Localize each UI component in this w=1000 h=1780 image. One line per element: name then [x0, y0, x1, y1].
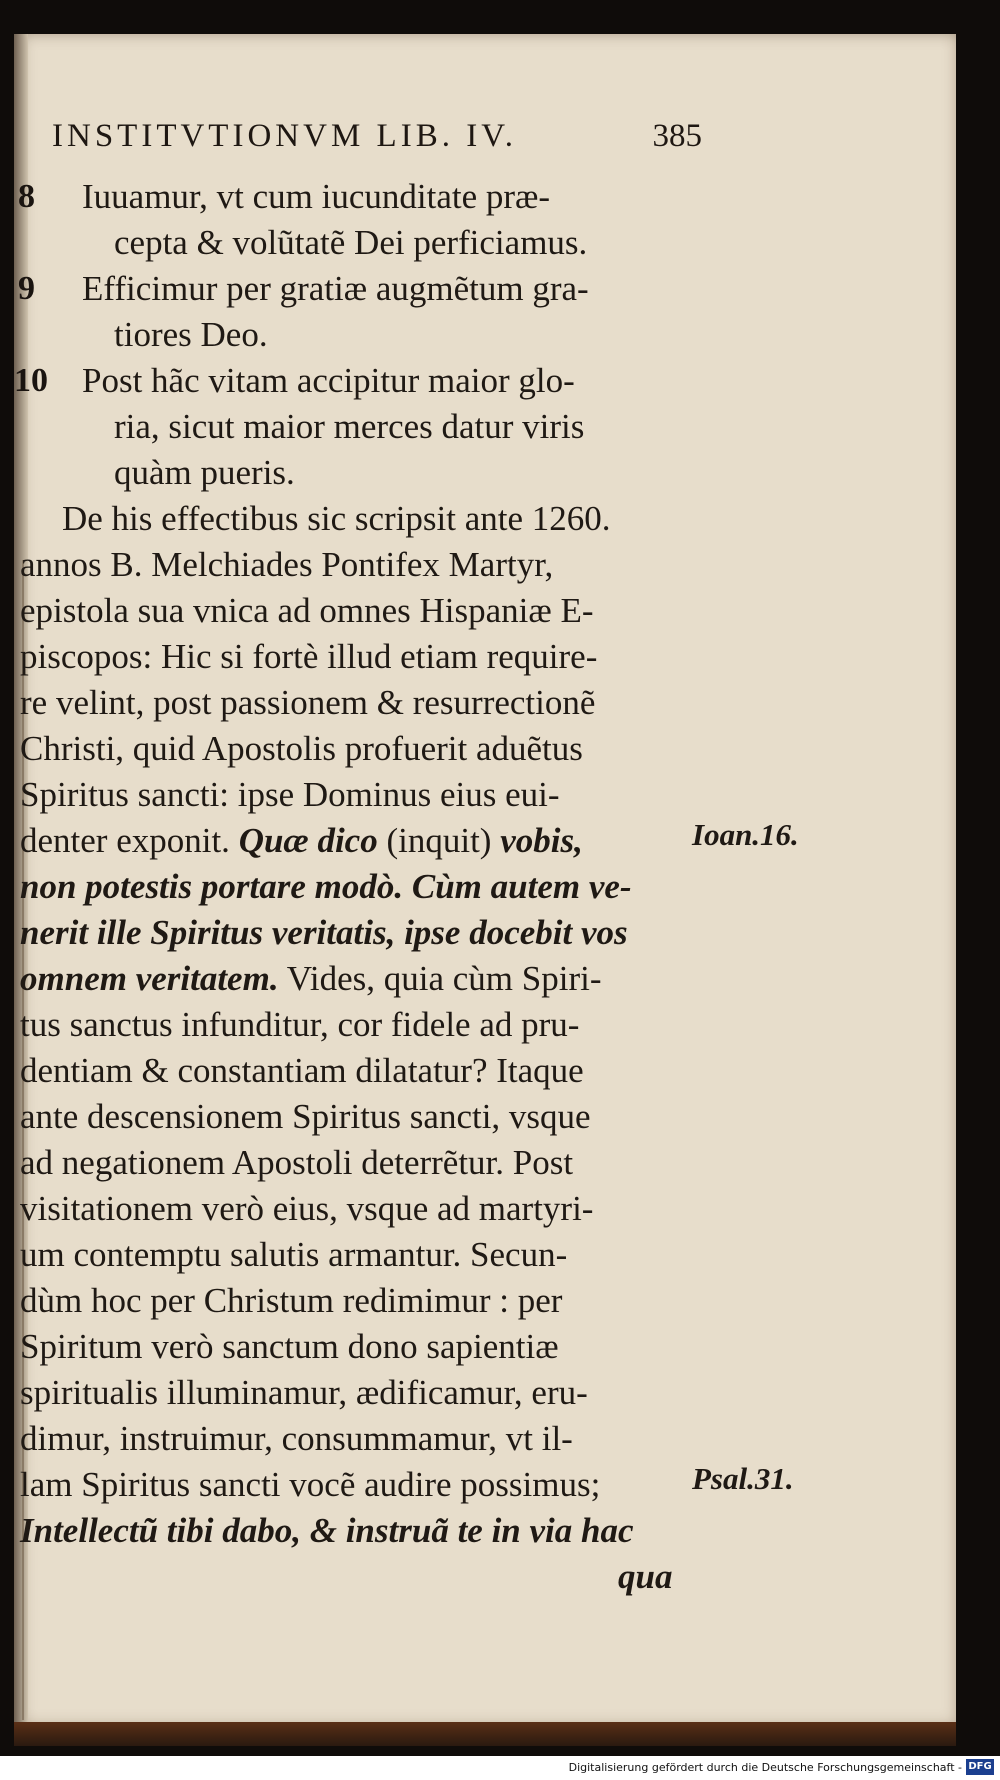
paragraph-line: Christi, quid Apostolis profuerit aduẽtus — [20, 729, 583, 768]
book-bottom-edge — [14, 1722, 956, 1746]
item-line: cepta & volũtatẽ Dei perficiamus. — [114, 223, 588, 262]
item-line: ria, sicut maior merces datur viris — [114, 407, 585, 446]
item-number: 9 — [18, 270, 35, 307]
paragraph-text: Vides, quia cùm Spiri- — [278, 959, 602, 998]
paragraph-line: epistola sua vnica ad omnes Hispaniæ E- — [20, 591, 594, 630]
page-number: 385 — [652, 118, 702, 154]
paragraph-line: dimur, instruimur, consummamur, vt il- — [20, 1419, 573, 1458]
quotation-line: nerit ille Spiritus veritatis, ipse docebit vos — [20, 913, 628, 952]
marginal-reference: Psal.31. — [692, 1461, 794, 1496]
paragraph-line: ante descensionem Spiritus sancti, vsque — [20, 1097, 591, 1136]
paragraph-line: Spiritus sancti: ipse Dominus eius eui- — [20, 775, 560, 814]
digitization-credit: Digitalisierung gefördert durch die Deutsche Forschungsgemeinschaft - — [568, 1761, 962, 1774]
catchword: qua — [618, 1557, 673, 1596]
paragraph-line: visitationem verò eius, vsque ad martyri- — [20, 1189, 594, 1228]
paragraph-line — [20, 957, 602, 1001]
quotation-text: omnem veritatem. — [20, 959, 279, 998]
running-head-title: INSTITVTIONVM LIB. IV. — [52, 118, 518, 154]
item-line: Efficimur per gratiæ augmẽtum gra- — [82, 269, 589, 308]
paragraph-line: spiritualis illuminamur, ædificamur, eru- — [20, 1373, 588, 1412]
paragraph-line: dùm hoc per Christum redimimur : per — [20, 1281, 563, 1320]
paragraph-line: dentiam & constantiam dilatatur? Itaque — [20, 1051, 584, 1090]
item-line: Iuuamur, vt cum iucunditate præ- — [82, 177, 551, 216]
paragraph-line: ad negationem Apostoli deterrẽtur. Post — [20, 1143, 574, 1182]
running-head — [52, 118, 702, 166]
quotation-text: vobis, — [500, 821, 583, 860]
paragraph-text: denter exponit. — [20, 821, 239, 860]
item-line: Post hãc vitam accipitur maior glo- — [82, 361, 575, 400]
paragraph-line: um contemptu salutis armantur. Secun- — [20, 1235, 568, 1274]
paragraph-line: Spiritum verò sanctum dono sapientiæ — [20, 1327, 559, 1366]
item-number: 10 — [14, 362, 48, 399]
paragraph-line: lam Spiritus sancti vocẽ audire possimus; — [20, 1465, 601, 1504]
paragraph-line: De his effectibus sic scripsit ante 1260. — [62, 499, 611, 538]
dfg-logo: DFG — [966, 1759, 994, 1775]
item-line: quàm pueris. — [114, 453, 295, 492]
paragraph-line: piscopos: Hic si fortè illud etiam require- — [20, 637, 598, 676]
item-number: 8 — [18, 178, 35, 215]
paragraph-text: (inquit) — [377, 821, 501, 860]
paragraph-line: tus sanctus infunditur, cor fidele ad pru- — [20, 1005, 580, 1044]
quotation-text: Quæ dico — [238, 821, 378, 860]
marginal-reference: Ioan.16. — [692, 817, 799, 852]
paragraph-line — [20, 819, 583, 863]
quotation-line: non potestis portare modò. Cùm autem ve- — [20, 867, 632, 906]
paragraph-line: annos B. Melchiades Pontifex Martyr, — [20, 545, 554, 584]
paragraph-line: re velint, post passionem & resurrectionẽ — [20, 683, 596, 722]
quotation-line: Intellectũ tibi dabo, & instruã te in via hac — [20, 1511, 634, 1550]
item-line: tiores Deo. — [114, 315, 268, 354]
